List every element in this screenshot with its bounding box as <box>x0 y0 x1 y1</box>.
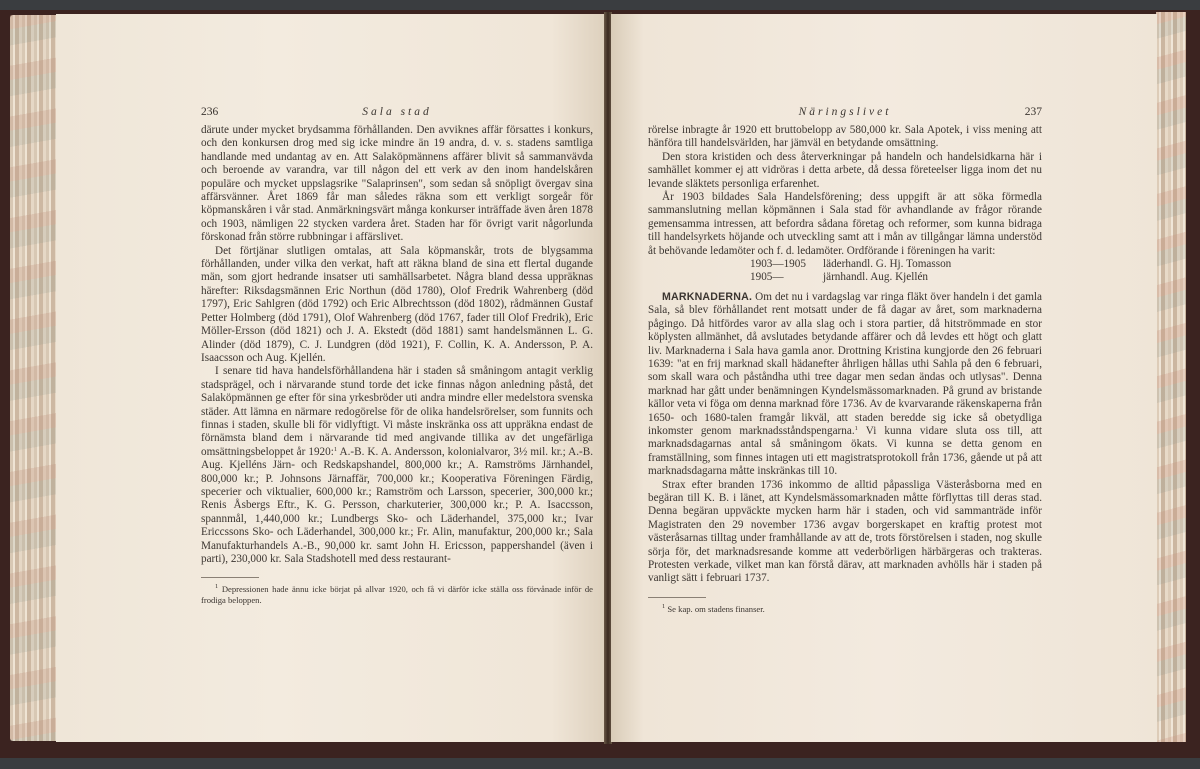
footnote-text: Depressionen hade ännu icke börjat på allvar 1920, och få vi därför icke ställa oss förvånade inför de frodiga beloppen. <box>201 584 593 606</box>
page-number: 236 <box>201 106 219 118</box>
right-text-block <box>648 106 1042 615</box>
paragraph-text: I senare tid hava handelsförhållandena här i staden så småningom antagit verklig stadsprägel, och i närvarande stund torde det icke finnas någon anledning påstå, det Salaköpmännen ge efter för sina yrkesbröder uti andra mindre eller medelstora svenska städer. Att lämna en närmare redogörelse för de olika handelsrörelser, som funnits och finnas i staden, skulle bli för vidlyftigt. Vi måste inskränka oss att uppräkna endast de förnämsta bland dem i närvarande tid med angivande tillika av det ungefärliga omsättningsbeloppet år 1920: <box>201 365 593 458</box>
left-text-block <box>201 106 593 606</box>
chairman-years: 1903—1905 <box>750 258 806 271</box>
paragraph: År 1903 bildades Sala Handelsförening; dess uppgift är att söka förmedla sammanslutning mellan köpmännen i Sala stad för avhandlande av frågor rörande gemensamma intressen, att befordra sådana företag och reformer, som kunna bidraga till handelsyrkets höjande och utveckling samt att i mån av tillgångar lämna understöd åt behövande ledamöter och f. d. ledamöter. Ordförande i föreningen ha varit: <box>648 191 1042 257</box>
paragraph-text: A.-B. K. A. Andersson, kolonialvaror, 3½ mil. kr.; A.-B. Aug. Kjelléns Järn- och Redskapshandel, 800,000 kr.; A. Ramströms Järnhandel, 800,000 kr.; P. Johnsons Järnaffär, 700,000 kr.; Kooperativa Föreningen Färdig, specerier och viktualier, 600,000 kr.; Ramström och Larsson, specerier, 300,000 kr.; Renis Åsbergs Eftr., K. G. Persson, charkuterier, 300,000 kr.; P. A. Isaccsson, spannmål, 1,440,000 kr.; Lundbergs Sko- och Läderhandel, 375,000 kr.; Ivar Ericcssons Sko- och Läderhandel, 300,000 kr.; Fr. Alin, manufaktur, 200,000 kr.; Sala Manufakturhandels A.-B., 90,000 kr. samt John H. Ericsson, pappershandel (även i parti), 230,000 kr. Sala Stadshotell med dess restaurant- <box>201 445 593 565</box>
running-head: Sala stad <box>362 106 432 118</box>
section-heading: MARKNADERNA. <box>662 290 753 303</box>
footnote-rule <box>201 577 259 578</box>
left-page <box>56 14 606 742</box>
footnote-mark: 1 <box>662 602 666 610</box>
footnote <box>201 584 593 606</box>
footnote-mark: 1 <box>333 445 338 453</box>
paragraph: rörelse inbragte år 1920 ett bruttobelopp av 580,000 kr. Sala Apotek, i viss mening att hänföra till handelsvärlden, har jämväl en betydande omsättning. <box>648 124 1042 150</box>
right-page <box>611 14 1157 742</box>
footnote <box>648 604 1042 615</box>
chairman-name: läderhandl. G. Hj. Tomasson <box>823 258 952 271</box>
paragraph: Det förtjänar slutligen omtalas, att Sala köpmanskår, trots de blygsamma förhållanden, under vilka den verkat, haft att räkna bland de sina ett flertal dugande män, som gjort hedrande insatser uti samhällsarbetet. Några bland dessa uppräknas härefter: Riksdagsmännen Eric Northun (död 1780), Olof Fredrik Wahrenberg (död 1797), Eric Sahlgren (död 1792) och Eric Albrechtsson (död 1802), rådmännen Gustaf Petter Holmberg (död 1791), Olof Wahrenberg (död 1767, fader till Olof Fredrik), Eric Möller-Ersson (död 1821) och J. A. Ekstedt (död 1881) samt handelsmännen L. G. Alinder (död 1879), C. J. Lundgren (död 1921), F. Collin, K. A. Andersson, P. A. Isaacsson och Aug. Kjellén. <box>201 244 593 364</box>
running-head: Näringslivet <box>798 106 892 118</box>
paragraph-text: Vi kunna vidare sluta oss till, att marknadsdagarnas antal så småningom ökats. Vi kunna se detta genom en framställning, som finnes intagen uti ett magistratsprotokoll från 1736, gående ut på att marknadsdagarna måtte inskränkas till 10. <box>648 424 1042 478</box>
page-edges-left <box>10 15 58 741</box>
footnote-rule <box>648 597 706 598</box>
footnote-mark: 1 <box>215 583 219 591</box>
chairman-entry <box>750 258 1042 271</box>
chairmen-list <box>750 258 1042 285</box>
paragraph: Den stora kristiden och dess återverkningar på handeln och handelsidkarna här i samhället kommer ej att vidröras i detta arbete, då dessa företeelser ligga inom det nu levande släktets personliga erfarenhet. <box>648 150 1042 190</box>
left-page-header <box>201 106 593 124</box>
right-page-header <box>648 106 1042 124</box>
chairman-years: 1905— <box>750 271 784 284</box>
paragraph: Strax efter branden 1736 inkommo de alltid påpassliga Västeråsborna med en begäran till K. B. i länet, att Kyndelsmässomarknaden måtte förflyttas till deras stad. Denna begäran uppväckte mycken harm här i staden, och vid sammanträde inför Magistraten den 29 november 1736 avgav borgerskapet en kraftig protest mot västeråsarnas tilltag under framhållande av att de, trots förstörelsen i staden, nog skulle sörja för, det marknadsresande komme att vederbörligen härbärgeras och trakteras. Protesten verkade, vilket man kan förstå därav, att marknaden avhölls här i staden på vanligt sätt i februari 1737. <box>648 478 1042 585</box>
page-edges-right <box>1156 12 1186 742</box>
chairman-entry <box>750 271 1042 284</box>
section-paragraph <box>648 291 1042 479</box>
paragraph <box>201 365 593 566</box>
paragraph: därute under mycket brydsamma förhållanden. Den avviknes affär försattes i konkurs, och den konkursen drog med sig icke mindre än 19 andra, d. v. s. stadens samtliga handlande med undantag av en. Att Salaköpmännens affärer blivit så sammanvävda och beroende av varandra, var till någon del ett verk av den inom handelskåren populäre och mycket uppslagsrike "Salaprinsen", som sedan så snöpligt övergav sina affärsvänner. Året 1869 får man således räkna som ett verkligt sorgeår för köpmanskåren i vår stad. Anmärkningsvärt många konkurser inträffade även åren 1878 och 1903, nämligen 22 stycken vardera året. Staden har för övrigt varit någorlunda förskonad från större rubbningar i affärslivet. <box>201 124 593 244</box>
footnote-mark: 1 <box>854 424 858 432</box>
page-number: 237 <box>1024 106 1042 118</box>
chairman-name: järnhandl. Aug. Kjellén <box>823 271 929 284</box>
paragraph-text: Om det nu i vardagslag var ringa fläkt över handeln i det gamla Sala, så blev förhållandet rent motsatt under de få dagar av året, som marknaderna pågingo. Då hitfördes varor av alla slag och i stora partier, då hitströmmade en stor köplysten allmänhet, då avslutades betydande affärer och då levdes ett högt och glatt liv. Marknaderna i Sala hava gamla anor. Drottning Kristina kungjorde den 26 februari 1639: "at en frij marknad skall hädanefter åhrligen hållas uthi Sahla på den 6 februari, som skall wara och påståndha uthi tree dagar men sedan ändas och utlysas". Denna marknad har gått under benämningen Kyndelsmässomarknaden. På grund av bristande källor veta vi föga om denna marknad före 1736. Av de kvarvarande räkenskaperna från 1650- och 1680-talen framgår likväl, att staden beredde sig icke så obetydliga inkomster genom marknadsståndspengarna. <box>648 290 1042 437</box>
footnote-text: Se kap. om stadens finanser. <box>665 603 765 614</box>
